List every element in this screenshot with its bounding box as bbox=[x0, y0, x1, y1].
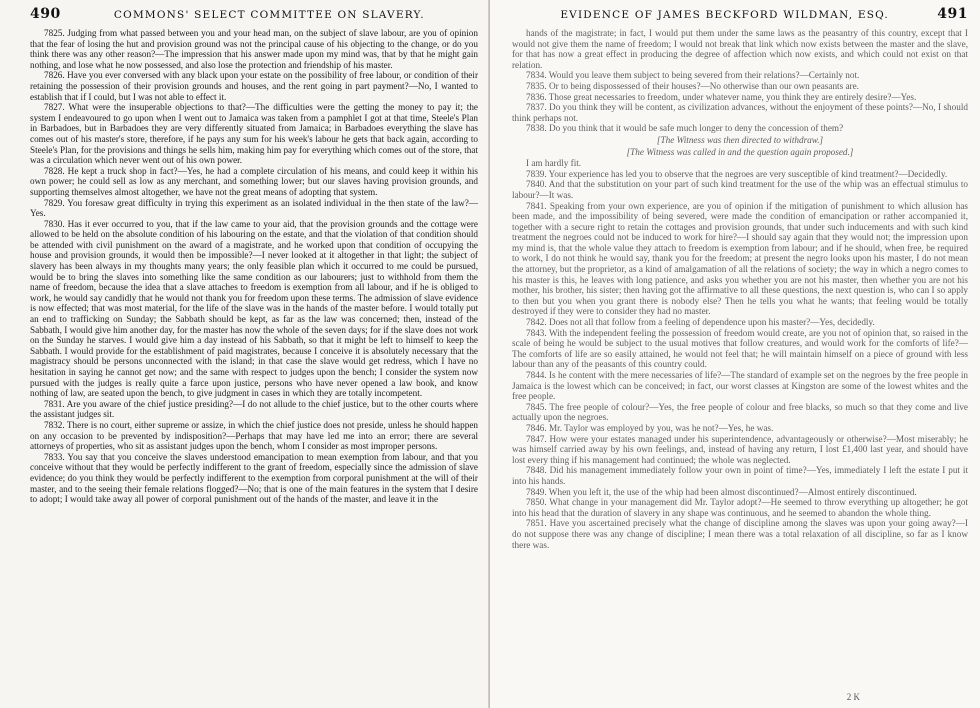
paragraph: 7825. Judging from what passed between you and your head man, on the subject of slave labour, are you of opinion that the fear of losing the hut and provision ground was not the principal cause of his objecting to the change, or do you think there was any other reason?—The impression that his answer made upon my mind was, that by that he might gain nothing, and lose what he now possessed, and also lose the protection and friendship of his master. bbox=[30, 28, 478, 70]
paragraph: 7836. Those great necessaries to freedom, under whatever name, you think they are entirely desire?—Yes. bbox=[526, 91, 917, 102]
paragraph: 7827. What were the insuperable objections to that?—The difficulties were the getting the money to pay it; the system I endeavoured to go upon when I went out to Jamaica was taken from a pamphlet I got at that time, Steele's Plan in Barbadoes, but in Barbadoes they are very differently situated from Jamaica; in Barbadoes everything the slave has comes out of his master's store, therefore, if he pays any sum for his week's labour he gets that back again, according to Steele's Plan, for the provisions and things he sells him, making him pay for everything which comes out of the store, that was a circulation which never went out of his own power. bbox=[30, 102, 478, 166]
paragraph: 7841. Speaking from your own experience, are you of opinion if the mitigation of punishment to which allusion has been made, and the impossibility of being severed, were made the condition of emancipation or rather accompanied it, together with a secure right to retain the cottages and provision grounds, that under such inducements and with such kind treatment the negroes could not be induced to work for hire?—I should say again that they would not; the impression upon my mind is, that the whole value they attach to freedom is exemption from labour; and if he should, when free, be required to work, I do not think he would say, thank you for the freedom; at present the negro looks upon his master, I do not mean the attorney, but the proprietor, as a kind of amalgamation of all the relations of society; the way in which a negro comes to his master is this, he leaves with long patience, and asks you whether you are not his master, then whether you are not his mother, his brother, his sister; then having got the affirmative to all these questions, the next question is, who can I so apply to then but you when you grant there is nobody else? Then he tells you what he wants; that feeling would be totally destroyed if they were to consider they had no master. bbox=[512, 200, 968, 317]
paragraph: [The Witness was called in and the question again proposed.] bbox=[626, 146, 854, 157]
paragraph: 7850. What change in your management did Mr. Taylor adopt?—He seemed to throw everything up altogether; he got into his head that the duration of slavery in any shape was continuous, and he seemed to abandon the whole thing. bbox=[512, 497, 968, 518]
right-page bbox=[490, 0, 980, 708]
paragraph: 7826. Have you ever conversed with any black upon your estate on the possibility of free labour, or condition of their retaining the possession of their provision grounds and houses, and the rent going in part payment?—No, I wanted to establish that if I could, but I was not able to effect it. bbox=[30, 70, 478, 102]
paragraph: 7834. Would you leave them subject to being severed from their relations?—Certainly not. bbox=[526, 70, 860, 81]
paragraph: 7842. Does not all that follow from a feeling of dependence upon his master?—Yes, decidedly. bbox=[526, 317, 875, 328]
paragraph: 7830. Has it ever occurred to you, that if the law came to your aid, that the provision grounds and the cottage were allowed to be held on the absolute condition of his labouring on the estate, and that the violation of that condition should be attended with civil punishment on the award of a magistrate, and he worked upon that condition of occupying the house and provision grounds, it would then be impossible?—I never looked at it altogether in that light; the subject of slavery has been always in my thoughts many years; the only feasible plan which it occurred to me could be pursued, would be to bring the slaves into something like the same condition as our labourers; just to withhold from them the name of freedom, because the idea that a slave attaches to freedom is exemption from all labour, and if he is obliged to work, he would say candidly that he would not thank you for freedom upon these terms. The admission of slave evidence is now effected; that was most material, for the life of the slave was in the hands of the master before. I would totally put an end to trafficking on Sunday; the Sabbath should be kept, as far as the law was concerned; then, instead of the Sabbath, I would give him another day, for the master has now the whole of the seven days; for if the slave does not work on the Sunday he starves. I would give him a day instead of his Sabbath, so that it might be left to himself to keep the Sabbath. I would provide for the establishment of paid magistrates, because I conceive it is absolutely necessary that the magistracy should be persons unconnected with the island; in that case the slave would get redress, which I have no hesitation in saying he cannot get now; and the same with respect to judges upon the bench; I consider the system now pursued with the judges is really quite a farce upon justice, persons who have never opened a law book, and know nothing of law, are seated upon the bench, to give judgment in cases in which they are totally incompetent. bbox=[30, 218, 478, 399]
paragraph: 7833. You say that you conceive the slaves understood emancipation to mean exemption from labour, and that you conceive without that they would be perfectly indifferent to the grant of freedom, especially since the admission of slave evidence; do you think they would be perfectly indifferent to the exemption from corporal punishment at the will of their master, and to the seeing their female relations flogged?—No; that is one of the main features in the system that I desire to adopt; I would take away all power of corporal punishment out of the hands of the master, and leave it in the bbox=[30, 451, 478, 505]
paragraph: 7845. The free people of colour?—Yes, the free people of colour and free blacks, so much so that they come and live actually upon the negroes. bbox=[512, 401, 968, 423]
paragraph: 7838. Do you think that it would be safe much longer to deny the concession of them? bbox=[526, 123, 844, 134]
left-page-number: 490 bbox=[30, 6, 61, 22]
paragraph: 7846. Mr. Taylor was employed by you, was he not?—Yes, he was. bbox=[526, 422, 774, 433]
paragraph: 7843. With the independent feeling the possession of freedom would create, are you not of opinion that, so raised in the scale of being he would be subject to the usual motives that follow creatures, and would work for the comforts of life?—The comforts of life are so easily attained, he would not feel that; he will maintain himself on a piece of ground with less labour than any of the peasants of this country could. bbox=[512, 327, 968, 370]
paragraph: 7831. Are you aware of the chief justice presiding?—I do not allude to the chief justice, but to the other courts where the assistant judges sit. bbox=[30, 398, 478, 420]
right-page-number: 491 bbox=[937, 6, 968, 22]
paragraph: 7832. There is no court, either supreme or assize, in which the chief justice does not preside, unless he should happen on any occasion to be prevented by indisposition?—Perhaps that may have led me into an error; there are several attorneys of properties, who sit as assistant judges upon the bench, whom I consider as most improper persons. bbox=[30, 419, 478, 452]
paragraph: hands of the magistrate; in fact, I would put them under the same laws as the peasantry of this country, except that I would not give them the name of freedom; I would not break that link which now exists between the master and the slave, for that has now a great effect in producing the degree of affection which now exists, and which could not exist on that relation. bbox=[512, 28, 968, 70]
paragraph: 7840. And that the substitution on your part of such kind treatment for the use of the whip was an effectual stimulus to labour?—It was. bbox=[512, 179, 968, 200]
left-running-head: COMMONS' SELECT COMMITTEE ON SLAVERY. bbox=[113, 9, 425, 21]
paragraph: 7851. Have you ascertained precisely what the change of discipline among the slaves was upon your going away?—I do not suppose there was any change of discipline; I mean there was a total relaxation of all discipline, so far as I know there was. bbox=[512, 518, 968, 550]
paragraph: 7847. How were your estates managed under his superintendence, advantageously or otherwise?—Most miserably; he was himself carried away by his own feelings, and, instead of having any return, I lost £1,400 last year, and should have lost every thing if his management had continued; the whole was neglected. bbox=[512, 433, 968, 465]
paragraph: 7828. He kept a truck shop in fact?—Yes, he had a complete circulation of his means, and could keep it within his own power; he could sell as low as any merchant, and something lower; but our slaves having provision grounds, and supporting themselves almost altogether, we have not the great means of adopting that system. bbox=[30, 165, 478, 197]
left-header bbox=[30, 6, 478, 28]
paragraph: 7835. Or to being dispossessed of their houses?—No otherwise than our own peasants are. bbox=[526, 80, 859, 91]
paragraph: 7837. Do you think they will be content, as civilization advances, without the enjoyment of these points?—No, I should think perhaps not. bbox=[512, 102, 968, 123]
paragraph: [The Witness was then directed to withdraw.] bbox=[656, 134, 824, 145]
paragraph: I am hardly fit. bbox=[526, 158, 582, 169]
right-running-head: EVIDENCE OF JAMES BECKFORD WILDMAN, ESQ. bbox=[560, 9, 889, 21]
paragraph: 7829. You foresaw great difficulty in trying this experiment as an isolated individual in the then state of the law?—Yes. bbox=[30, 197, 478, 219]
right-header bbox=[512, 6, 968, 28]
paragraph: 7848. Did his management immediately follow your own in point of time?—Yes, immediately I left the estate I put it into his hands. bbox=[512, 465, 968, 486]
paragraph: 7839. Your experience has led you to observe that the negroes are very susceptible of kind treatment?—Decidedly. bbox=[526, 168, 948, 179]
paragraph: 7849. When you left it, the use of the whip had been almost discontinued?—Almost entirely discontinued. bbox=[526, 486, 917, 497]
right-body-text bbox=[512, 28, 968, 550]
signature-mark: 2 K bbox=[846, 692, 860, 702]
paragraph: 7844. Is he content with the mere necessaries of life?—The standard of example set on the negroes by the free people in Jamaica is the lowest which can be conceived; in fact, our worst classes at Kingston are some of the lowest whites and the free people. bbox=[512, 370, 968, 402]
left-body-text bbox=[30, 28, 478, 505]
